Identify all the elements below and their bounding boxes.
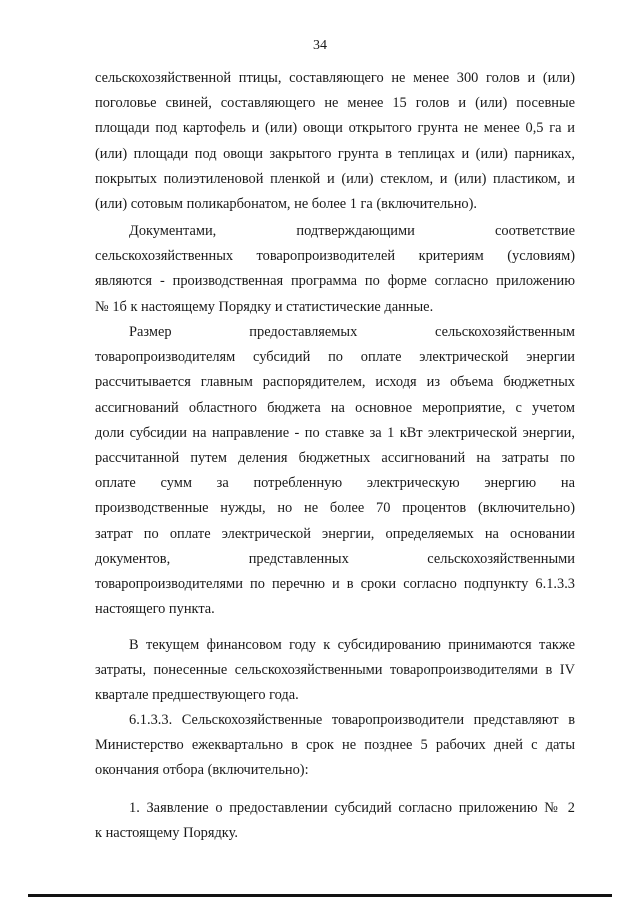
- text-line: сельскохозяйственной птицы, составляющего не менее 300 голов и (или): [95, 70, 575, 86]
- paragraph-item-1: [95, 796, 575, 846]
- text-line: окончания отбора (включительно):: [95, 762, 309, 779]
- text-line: рассчитывается главным распорядителем, исходя из объема бюджетных: [95, 374, 575, 391]
- text-line: площади под картофель и (или) овощи открытого грунта не менее 0,5 га и: [95, 120, 575, 137]
- paragraph-current-year: [95, 633, 575, 709]
- text-line: к настоящему Порядку.: [95, 825, 238, 842]
- text-line: ассигнований областного бюджета на основное мероприятие, с учетом: [95, 399, 575, 416]
- text-line: производственные нужды, но не более 70 процентов (включительно): [95, 500, 575, 517]
- text-line: квартале предшествующего года.: [95, 687, 299, 704]
- text-line: Министерство ежеквартально в срок не позднее 5 рабочих дней с даты: [95, 737, 575, 754]
- text-line: Размер предоставляемых сельскохозяйственным: [129, 324, 575, 340]
- text-line: доли субсидии на направление - по ставке за 1 кВт электрической энергии,: [95, 424, 575, 441]
- text-line: (или) сотовым поликарбонатом, не более 1 га (включительно).: [95, 195, 477, 212]
- text-line: настоящего пункта.: [95, 601, 215, 618]
- page-number: 34: [313, 38, 327, 53]
- text-line: В текущем финансовом году к субсидированию принимаются также: [129, 637, 575, 653]
- text-line: документов, представленных сельскохозяйственными: [95, 550, 575, 567]
- text-line: затрат по оплате электрической энергии, определяемых на основании: [95, 525, 575, 542]
- text-line: № 1б к настоящему Порядку и статистические данные.: [95, 298, 434, 315]
- paragraph-continuation: [95, 66, 575, 217]
- text-line: оплате сумм за потребленную электрическую энергию на: [95, 475, 575, 492]
- text-line: товаропроизводителями по перечню и в сроки согласно подпункту 6.1.3.3: [95, 575, 575, 592]
- text-line: сельскохозяйственных товаропроизводителей критериям (условиям): [95, 248, 575, 265]
- text-line: 1. Заявление о предоставлении субсидий согласно приложению № 2: [129, 800, 575, 816]
- text-line: затраты, понесенные сельскохозяйственными товаропроизводителями в IV: [95, 662, 575, 679]
- text-line: товаропроизводителям субсидий по оплате электрической энергии: [95, 349, 575, 366]
- text-line: Документами, подтверждающими соответствие: [129, 223, 575, 239]
- text-line: (или) площади под овощи закрытого грунта в теплицах и (или) парниках,: [95, 145, 575, 162]
- text-line: покрытых полиэтиленовой пленкой и (или) стеклом, и (или) пластиком, и: [95, 170, 575, 187]
- text-line: поголовье свиней, составляющего не менее 15 голов и (или) посевные: [95, 95, 575, 112]
- text-line: являются - производственная программа по форме согласно приложению: [95, 273, 575, 290]
- paragraph-subsidy-size: [95, 320, 575, 622]
- text-line: рассчитанной путем деления бюджетных ассигнований на затраты по: [95, 449, 575, 466]
- paragraph-6-1-3-3: [95, 708, 575, 784]
- scan-edge-line: [28, 894, 612, 897]
- paragraph-documents: [95, 219, 575, 320]
- text-line: 6.1.3.3. Сельскохозяйственные товаропроизводители представляют в: [129, 712, 575, 728]
